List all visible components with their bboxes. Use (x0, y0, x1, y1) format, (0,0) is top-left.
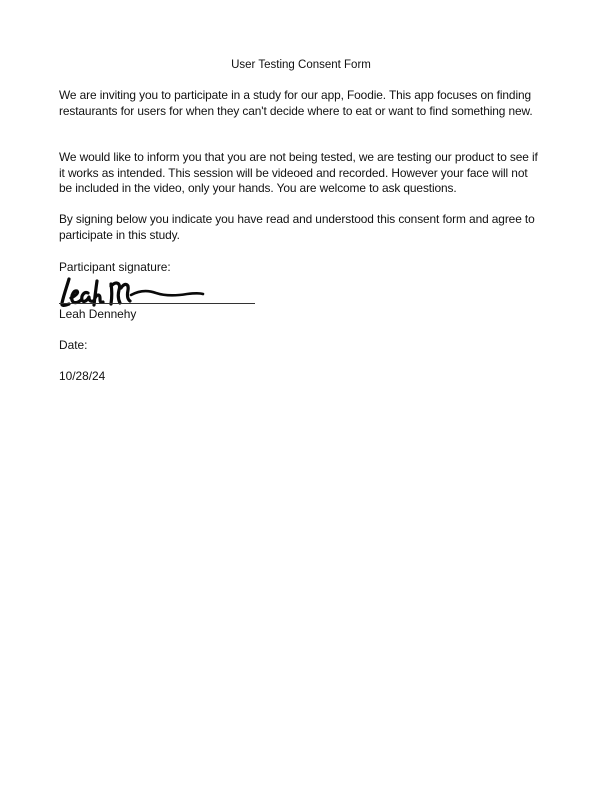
signer-name: Leah Dennehy (59, 307, 137, 321)
signature-label: Participant signature: (59, 260, 171, 274)
agreement-paragraph: By signing below you indicate you have read and understood this consent form and agree to participate in this study. (59, 212, 535, 242)
handwritten-signature (55, 276, 215, 310)
disclosure-paragraph: We would like to inform you that you are not being tested, we are testing our product to see if it works as intended. This session will be videoed and recorded. However your face will not be included in the video, only your hands. You are welcome to ask questions. (59, 150, 538, 195)
date-label: Date: (59, 338, 88, 352)
document-title: User Testing Consent Form (231, 59, 371, 71)
signature-line (59, 303, 255, 304)
intro-paragraph: We are inviting you to participate in a study for our app, Foodie. This app focuses on finding restaurants for users for when they can't decide where to eat or want to find something new. (59, 88, 533, 118)
date-value: 10/28/24 (59, 369, 106, 383)
